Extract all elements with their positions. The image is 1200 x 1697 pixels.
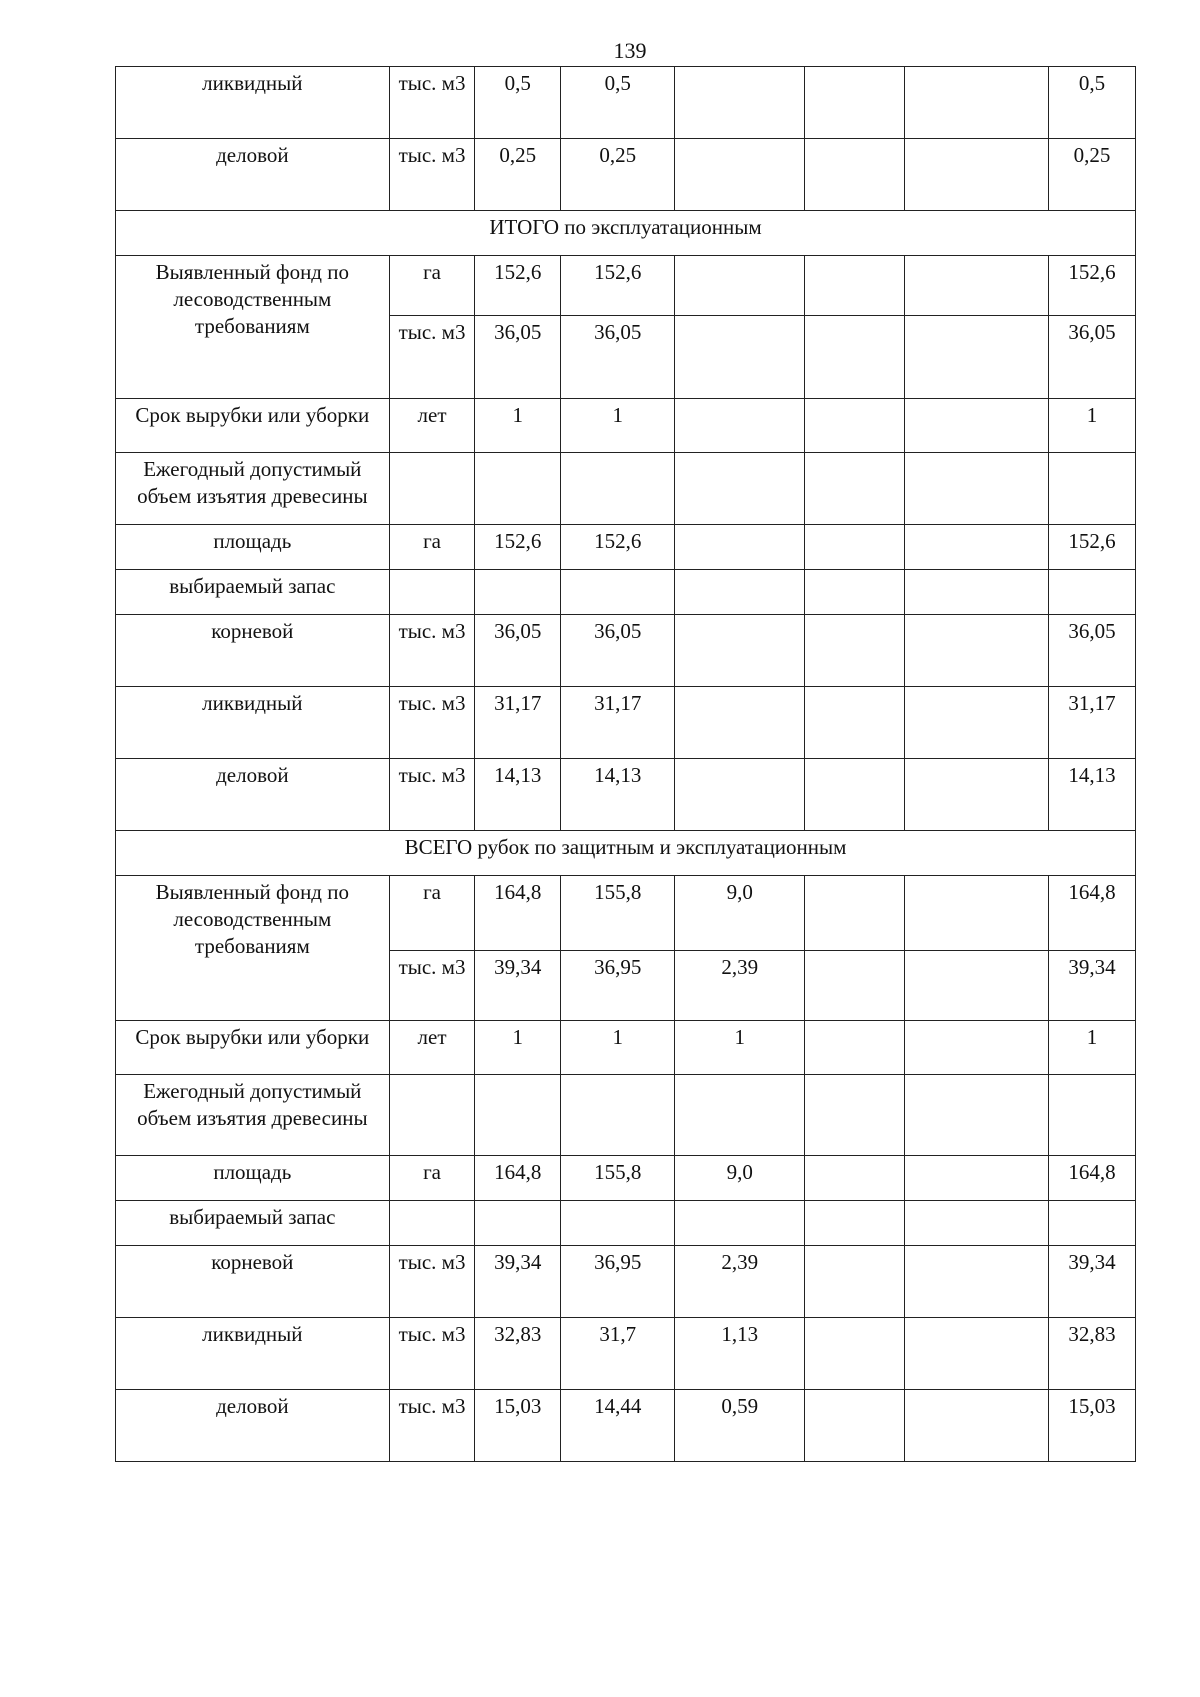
value-cell: 1 — [1049, 1021, 1136, 1075]
value-cell — [475, 453, 561, 525]
value-cell: 31,17 — [1049, 687, 1136, 759]
value-cell — [905, 1390, 1049, 1462]
table-row — [116, 1201, 1136, 1246]
value-cell — [805, 1318, 905, 1390]
table-row — [116, 1318, 1136, 1390]
value-cell — [905, 139, 1049, 211]
value-cell — [475, 570, 561, 615]
value-cell — [675, 570, 805, 615]
value-cell: 14,44 — [561, 1390, 675, 1462]
data-table — [115, 66, 1136, 1462]
unit-cell — [389, 453, 475, 525]
value-cell: 152,6 — [1049, 525, 1136, 570]
value-cell: 32,83 — [1049, 1318, 1136, 1390]
value-cell: 0,5 — [561, 67, 675, 139]
row-label: Выявленный фонд по лесоводственным требованиям — [116, 876, 390, 1021]
value-cell: 14,13 — [561, 759, 675, 831]
value-cell — [905, 1075, 1049, 1156]
row-label: корневой — [116, 615, 390, 687]
unit-cell: тыс. м3 — [389, 1246, 475, 1318]
value-cell — [905, 525, 1049, 570]
value-cell: 0,59 — [675, 1390, 805, 1462]
value-cell — [475, 1201, 561, 1246]
value-cell — [675, 139, 805, 211]
row-label: деловой — [116, 1390, 390, 1462]
unit-cell: тыс. м3 — [389, 1390, 475, 1462]
value-cell — [1049, 1201, 1136, 1246]
value-cell — [805, 1390, 905, 1462]
value-cell — [905, 1201, 1049, 1246]
unit-cell — [389, 1201, 475, 1246]
value-cell — [805, 1075, 905, 1156]
unit-cell: га — [389, 256, 475, 316]
row-label: Ежегодный допустимый объем изъятия древесины — [116, 1075, 390, 1156]
row-label: Срок вырубки или уборки — [116, 1021, 390, 1075]
value-cell — [475, 1075, 561, 1156]
unit-cell: га — [389, 525, 475, 570]
value-cell: 36,05 — [1049, 615, 1136, 687]
value-cell: 39,34 — [1049, 1246, 1136, 1318]
unit-cell: лет — [389, 399, 475, 453]
value-cell: 2,39 — [675, 951, 805, 1021]
value-cell — [675, 399, 805, 453]
value-cell: 152,6 — [475, 525, 561, 570]
value-cell — [675, 687, 805, 759]
value-cell — [805, 399, 905, 453]
value-cell: 31,17 — [475, 687, 561, 759]
value-cell — [805, 453, 905, 525]
value-cell — [561, 1201, 675, 1246]
value-cell: 36,95 — [561, 951, 675, 1021]
value-cell — [905, 1318, 1049, 1390]
value-cell — [905, 453, 1049, 525]
value-cell — [675, 67, 805, 139]
value-cell — [675, 256, 805, 316]
row-label: корневой — [116, 1246, 390, 1318]
row-label: ликвидный — [116, 1318, 390, 1390]
value-cell — [805, 1156, 905, 1201]
value-cell — [805, 139, 905, 211]
unit-cell: га — [389, 876, 475, 951]
value-cell — [905, 759, 1049, 831]
value-cell — [675, 525, 805, 570]
value-cell: 36,05 — [561, 316, 675, 399]
value-cell — [805, 67, 905, 139]
value-cell — [905, 570, 1049, 615]
value-cell: 152,6 — [561, 256, 675, 316]
value-cell: 0,25 — [475, 139, 561, 211]
row-label: выбираемый запас — [116, 1201, 390, 1246]
row-label: деловой — [116, 139, 390, 211]
value-cell — [805, 1021, 905, 1075]
value-cell: 36,95 — [561, 1246, 675, 1318]
value-cell: 39,34 — [475, 951, 561, 1021]
unit-cell — [389, 570, 475, 615]
value-cell: 155,8 — [561, 1156, 675, 1201]
value-cell: 1,13 — [675, 1318, 805, 1390]
value-cell — [905, 687, 1049, 759]
value-cell: 1 — [1049, 399, 1136, 453]
row-label: Ежегодный допустимый объем изъятия древесины — [116, 453, 390, 525]
unit-cell: лет — [389, 1021, 475, 1075]
value-cell — [675, 1075, 805, 1156]
value-cell: 1 — [475, 1021, 561, 1075]
unit-cell — [389, 1075, 475, 1156]
table-row — [116, 876, 1136, 951]
value-cell — [805, 256, 905, 316]
section-row — [116, 831, 1136, 876]
value-cell: 2,39 — [675, 1246, 805, 1318]
value-cell: 1 — [561, 399, 675, 453]
value-cell: 1 — [475, 399, 561, 453]
value-cell: 36,05 — [475, 316, 561, 399]
value-cell — [805, 951, 905, 1021]
value-cell: 164,8 — [1049, 876, 1136, 951]
value-cell: 0,25 — [1049, 139, 1136, 211]
unit-cell: тыс. м3 — [389, 139, 475, 211]
value-cell: 152,6 — [475, 256, 561, 316]
value-cell: 15,03 — [1049, 1390, 1136, 1462]
value-cell — [905, 399, 1049, 453]
value-cell: 31,17 — [561, 687, 675, 759]
section-heading: ВСЕГО рубок по защитным и эксплуатационным — [116, 831, 1136, 876]
value-cell: 1 — [675, 1021, 805, 1075]
value-cell — [905, 67, 1049, 139]
value-cell — [905, 951, 1049, 1021]
value-cell: 36,05 — [561, 615, 675, 687]
value-cell — [805, 759, 905, 831]
table-body — [116, 67, 1136, 1462]
value-cell — [905, 876, 1049, 951]
row-label: ликвидный — [116, 687, 390, 759]
page-number: 139 — [613, 38, 647, 63]
value-cell — [805, 1201, 905, 1246]
unit-cell: тыс. м3 — [389, 759, 475, 831]
table-row — [116, 1021, 1136, 1075]
value-cell — [905, 1021, 1049, 1075]
value-cell — [905, 1156, 1049, 1201]
value-cell — [675, 759, 805, 831]
value-cell: 164,8 — [1049, 1156, 1136, 1201]
value-cell — [905, 316, 1049, 399]
value-cell: 32,83 — [475, 1318, 561, 1390]
value-cell — [675, 615, 805, 687]
value-cell — [805, 570, 905, 615]
table-row — [116, 453, 1136, 525]
value-cell: 152,6 — [561, 525, 675, 570]
value-cell — [805, 876, 905, 951]
table-row — [116, 1075, 1136, 1156]
value-cell — [1049, 453, 1136, 525]
value-cell: 0,5 — [475, 67, 561, 139]
row-label: площадь — [116, 525, 390, 570]
table-row — [116, 759, 1136, 831]
value-cell: 15,03 — [475, 1390, 561, 1462]
table-row — [116, 256, 1136, 316]
unit-cell: га — [389, 1156, 475, 1201]
value-cell: 164,8 — [475, 876, 561, 951]
table-row — [116, 570, 1136, 615]
value-cell — [805, 525, 905, 570]
value-cell — [1049, 1075, 1136, 1156]
value-cell — [805, 1246, 905, 1318]
value-cell: 36,05 — [1049, 316, 1136, 399]
value-cell: 14,13 — [475, 759, 561, 831]
row-label: Срок вырубки или уборки — [116, 399, 390, 453]
value-cell — [905, 615, 1049, 687]
value-cell — [561, 570, 675, 615]
value-cell — [675, 316, 805, 399]
table-row — [116, 687, 1136, 759]
row-label: деловой — [116, 759, 390, 831]
table-row — [116, 139, 1136, 211]
value-cell: 9,0 — [675, 1156, 805, 1201]
section-row — [116, 211, 1136, 256]
value-cell: 164,8 — [475, 1156, 561, 1201]
table-row — [116, 399, 1136, 453]
table-row — [116, 525, 1136, 570]
value-cell: 31,7 — [561, 1318, 675, 1390]
unit-cell: тыс. м3 — [389, 615, 475, 687]
row-label: выбираемый запас — [116, 570, 390, 615]
value-cell: 152,6 — [1049, 256, 1136, 316]
unit-cell: тыс. м3 — [389, 687, 475, 759]
value-cell — [805, 615, 905, 687]
table-row — [116, 1156, 1136, 1201]
value-cell: 36,05 — [475, 615, 561, 687]
value-cell — [675, 453, 805, 525]
value-cell — [1049, 570, 1136, 615]
value-cell — [805, 316, 905, 399]
value-cell: 0,25 — [561, 139, 675, 211]
table-row — [116, 1246, 1136, 1318]
unit-cell: тыс. м3 — [389, 1318, 475, 1390]
value-cell: 14,13 — [1049, 759, 1136, 831]
row-label: площадь — [116, 1156, 390, 1201]
value-cell — [805, 687, 905, 759]
value-cell: 39,34 — [1049, 951, 1136, 1021]
value-cell: 39,34 — [475, 1246, 561, 1318]
table-row — [116, 615, 1136, 687]
value-cell — [905, 1246, 1049, 1318]
row-label: Выявленный фонд по лесоводственным требованиям — [116, 256, 390, 399]
section-heading: ИТОГО по эксплуатационным — [116, 211, 1136, 256]
table-row — [116, 1390, 1136, 1462]
value-cell: 9,0 — [675, 876, 805, 951]
value-cell — [905, 256, 1049, 316]
table-row — [116, 67, 1136, 139]
value-cell — [561, 1075, 675, 1156]
value-cell: 0,5 — [1049, 67, 1136, 139]
row-label: ликвидный — [116, 67, 390, 139]
value-cell — [675, 1201, 805, 1246]
value-cell: 1 — [561, 1021, 675, 1075]
unit-cell: тыс. м3 — [389, 316, 475, 399]
value-cell — [561, 453, 675, 525]
unit-cell: тыс. м3 — [389, 67, 475, 139]
value-cell: 155,8 — [561, 876, 675, 951]
unit-cell: тыс. м3 — [389, 951, 475, 1021]
